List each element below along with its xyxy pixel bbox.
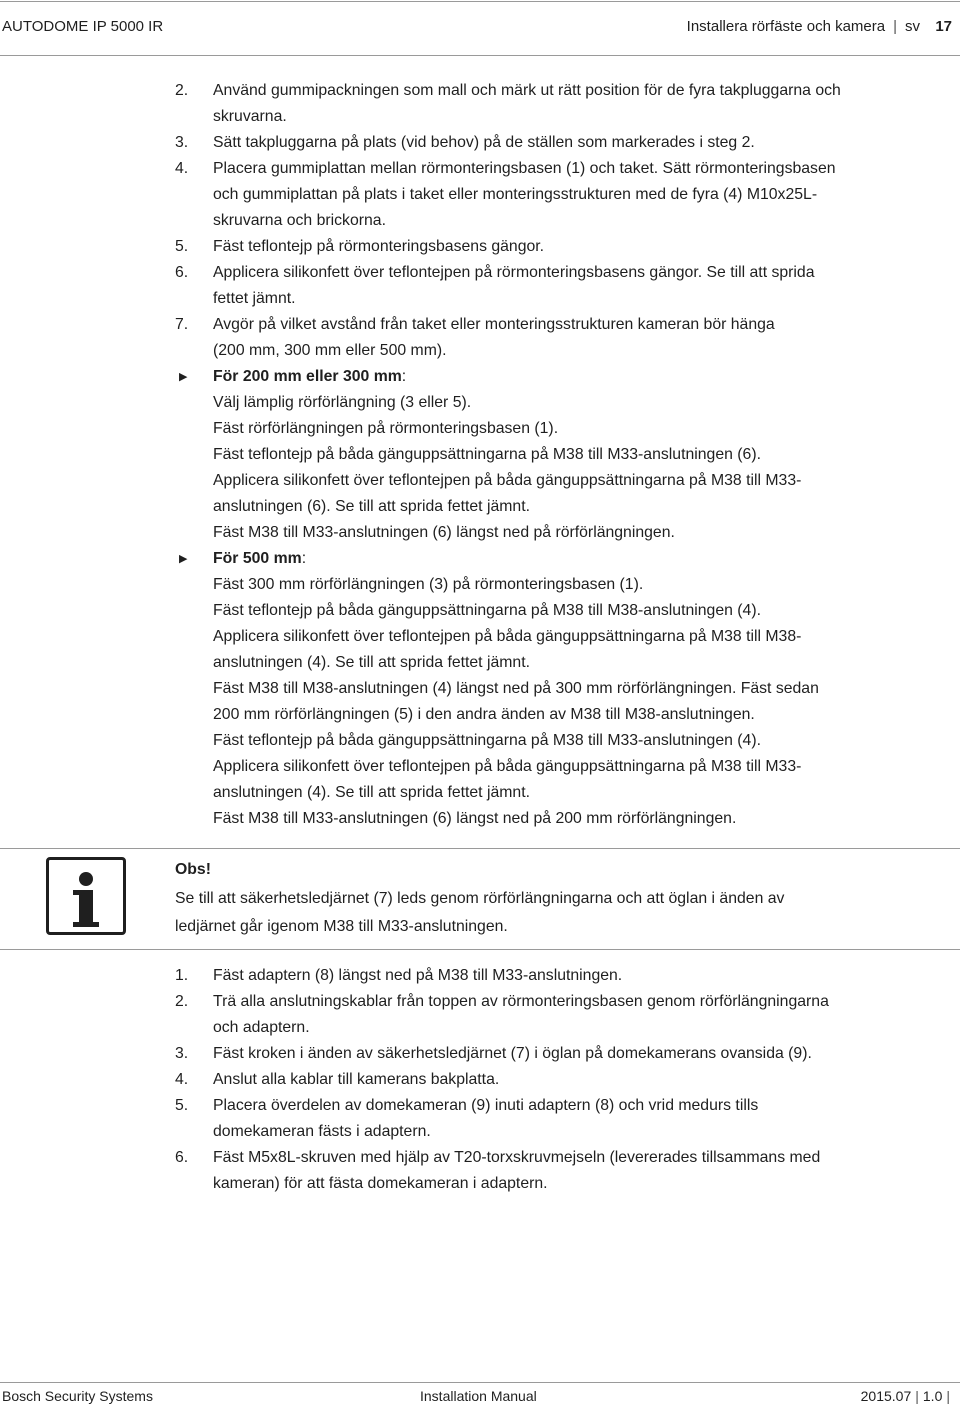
option-line: anslutningen (4). Se till att sprida fettet jämnt.: [213, 654, 530, 671]
step-text: fettet jämnt.: [213, 290, 296, 307]
step-text: och adaptern.: [213, 1019, 310, 1036]
note-body: [175, 885, 935, 941]
list-item: [175, 1041, 960, 1067]
document-version: [861, 1388, 954, 1404]
option-colon: :: [401, 368, 407, 385]
triangle-right-icon: ▶: [179, 553, 188, 565]
step-text: Avgör på vilket avstånd från taket eller monteringsstrukturen kameran bör hänga: [213, 316, 775, 333]
step-text: Fäst teflontejp på rörmonteringsbasens gängor.: [213, 238, 545, 255]
separator: |: [915, 1388, 919, 1404]
list-item: [175, 963, 960, 989]
option-500-heading-row: [175, 546, 960, 572]
step-text: och gummiplattan på plats i taket eller monteringsstrukturen med de fyra (4) M10x25L-: [213, 186, 818, 203]
option-line: Fäst M38 till M38-anslutningen (4) längst ned på 300 mm rörförlängningen. Fäst sedan: [213, 680, 819, 697]
list-item: [175, 78, 960, 130]
step-number: 1.: [175, 967, 189, 984]
version-number: 1.0: [922, 1388, 943, 1404]
separator: |: [946, 1388, 950, 1404]
step-text: kameran) för att fästa domekameran i adaptern.: [213, 1175, 548, 1192]
page-number: 17: [935, 18, 952, 35]
step-number: 5.: [175, 1097, 189, 1114]
option-line: anslutningen (4). Se till att sprida fettet jämnt.: [213, 784, 530, 801]
option-line: Fäst teflontejp på båda gänguppsättningarna på M38 till M33-anslutningen (6).: [213, 446, 761, 463]
steps-list-a: [175, 78, 960, 832]
note-line: Se till att säkerhetsledjärnet (7) leds genom rörförlängningarna och att öglan i änden av: [175, 890, 785, 907]
step-number: 7.: [175, 316, 189, 333]
step-text: Trä alla anslutningskablar från toppen av rörmonteringsbasen genom rörförlängningarna: [213, 993, 829, 1010]
section-name: Installera rörfäste och kamera: [686, 18, 886, 35]
option-line: Applicera silikonfett över teflontejpen på båda gänguppsättningarna på M38 till M38-: [213, 628, 802, 645]
list-item: [175, 1093, 960, 1145]
header-bottom-rule: [0, 55, 960, 56]
step-number: 5.: [175, 238, 189, 255]
option-line: Fäst 300 mm rörförlängningen (3) på rörmonteringsbasen (1).: [213, 576, 644, 593]
header-top-rule: [0, 1, 960, 2]
option-line: Fäst M38 till M33-anslutningen (6) längst ned på 200 mm rörförlängningen.: [213, 810, 737, 827]
option-line: anslutningen (6). Se till att sprida fettet jämnt.: [213, 498, 530, 515]
page-header: [0, 0, 960, 56]
note-title: Obs!: [175, 861, 211, 878]
option-line: 200 mm rörförlängningen (5) i den andra änden av M38 till M38-anslutningen.: [213, 706, 755, 723]
option-heading: För 200 mm eller 300 mm: [213, 368, 402, 385]
product-name: AUTODOME IP 5000 IR: [2, 18, 164, 35]
step-number: 2.: [175, 993, 189, 1010]
language-code: sv: [905, 18, 920, 35]
step-text: skruvarna.: [213, 108, 287, 125]
step-text: Fäst M5x8L-skruven med hjälp av T20-torxskruvmejseln (levererades tillsammans med: [213, 1149, 821, 1166]
option-line: Fäst teflontejp på båda gänguppsättningarna på M38 till M33-anslutningen (4).: [213, 732, 761, 749]
footer-rule: [0, 1382, 960, 1383]
list-item: [175, 130, 960, 156]
step-text: Sätt takpluggarna på plats (vid behov) på de ställen som markerades i steg 2.: [213, 134, 755, 151]
option-line: Fäst rörförlängningen på rörmonteringsbasen (1).: [213, 420, 559, 437]
option-line: Applicera silikonfett över teflontejpen på båda gänguppsättningarna på M38 till M33-: [213, 758, 802, 775]
option-line: Fäst teflontejp på båda gänguppsättningarna på M38 till M38-anslutningen (4).: [213, 602, 761, 619]
step-number: 6.: [175, 264, 189, 281]
release-date: 2015.07: [860, 1388, 912, 1404]
list-item: [175, 260, 960, 312]
steps-list-b: [175, 963, 960, 1197]
step-number: 3.: [175, 1045, 189, 1062]
option-heading: För 500 mm: [213, 550, 302, 567]
option-line: Välj lämplig rörförlängning (3 eller 5).: [213, 394, 472, 411]
option-colon: :: [301, 550, 307, 567]
step-number: 2.: [175, 82, 189, 99]
document-type: Installation Manual: [420, 1388, 537, 1404]
info-icon: [46, 857, 126, 935]
triangle-right-icon: ▶: [179, 371, 188, 383]
option-line: Applicera silikonfett över teflontejpen på båda gänguppsättningarna på M38 till M33-: [213, 472, 802, 489]
step-number: 4.: [175, 1071, 189, 1088]
list-item: [175, 312, 960, 364]
option-line: Fäst M38 till M33-anslutningen (6) längst ned på rörförlängningen.: [213, 524, 675, 541]
step-text: Fäst adaptern (8) längst ned på M38 till M33-anslutningen.: [213, 967, 623, 984]
step-text: Fäst kroken i änden av säkerhetsledjärnet (7) i öglan på domekamerans ovansida (9).: [213, 1045, 812, 1062]
step-text: (200 mm, 300 mm eller 500 mm).: [213, 342, 447, 359]
list-item: [175, 989, 960, 1041]
note-box: [0, 848, 960, 950]
note-line: ledjärnet går igenom M38 till M33-anslutningen.: [175, 918, 508, 935]
step-text: Använd gummipackningen som mall och märk ut rätt position för de fyra takpluggarna och: [213, 82, 841, 99]
page-footer: [0, 1382, 960, 1405]
list-item: [175, 234, 960, 260]
step-text: domekameran fästs i adaptern.: [213, 1123, 431, 1140]
step-text: Applicera silikonfett över teflontejpen på rörmonteringsbasens gängor. Se till att sprida: [213, 264, 815, 281]
step-number: 4.: [175, 160, 189, 177]
section-title: [687, 18, 920, 35]
step-text: Placera gummiplattan mellan rörmonteringsbasen (1) och taket. Sätt rörmonteringsbasen: [213, 160, 836, 177]
separator: |: [893, 18, 897, 35]
list-item: [175, 1067, 960, 1093]
step-text: Anslut alla kablar till kamerans bakplatta.: [213, 1071, 500, 1088]
list-item: [175, 1145, 960, 1197]
step-text: Placera överdelen av domekameran (9) inuti adaptern (8) och vrid medurs tills: [213, 1097, 759, 1114]
list-item: [175, 156, 960, 234]
step-number: 3.: [175, 134, 189, 151]
option-200-300-heading-row: [175, 364, 960, 390]
company-name: Bosch Security Systems: [2, 1388, 153, 1404]
step-number: 6.: [175, 1149, 189, 1166]
step-text: skruvarna och brickorna.: [213, 212, 386, 229]
